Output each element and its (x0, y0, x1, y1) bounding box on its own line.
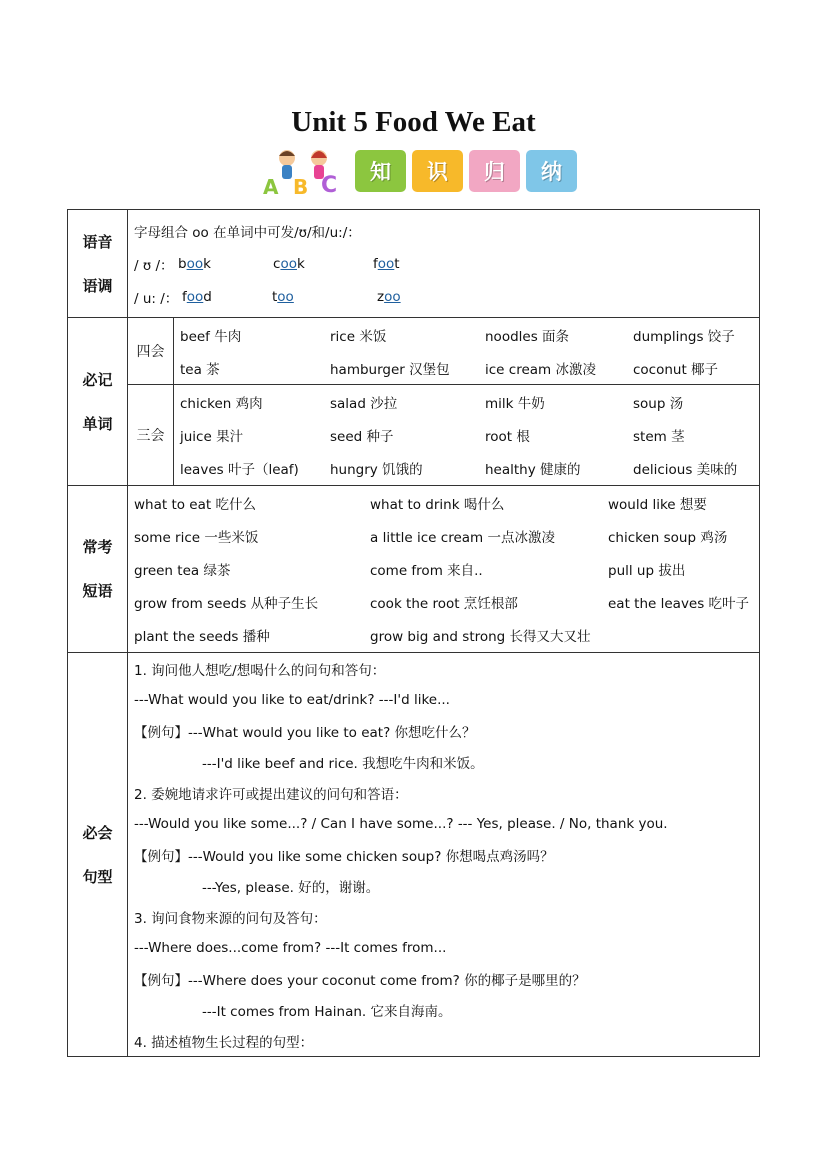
word-zoo: zoo (377, 288, 401, 305)
vocab-item: milk 牛奶 (485, 396, 545, 412)
word-too: too (272, 288, 294, 305)
phrase-row (134, 520, 753, 553)
word-foot: foot (373, 255, 400, 272)
phrase-item: green tea 绿茶 (134, 563, 231, 579)
sentence-pattern: ---Would you like some...? / Can I have some...? --- Yes, please. / No, thank you. (134, 815, 668, 832)
three-skill-words (174, 385, 760, 486)
four-skill-label: 四会 (128, 318, 174, 385)
phonetics-content (128, 210, 760, 318)
phrase-item: what to eat 吃什么 (134, 497, 256, 513)
sentence-example: 【例句】---Would you like some chicken soup? 你想喝点鸡汤吗？ (134, 848, 554, 865)
phrase-item: what to drink 喝什么 (370, 497, 505, 513)
four-skill-words (174, 318, 760, 385)
vocab-item: juice 果汁 (180, 429, 244, 445)
sentence-example-answer: ---It comes from Hainan. 它来自海南。 (202, 1003, 452, 1020)
three-skill-label: 三会 (128, 385, 174, 486)
phonetics-intro: 字母组合 oo 在单词中可发/ʊ/和/u:/： (134, 224, 361, 241)
vocab-item: noodles 面条 (485, 328, 570, 345)
phonetics-short-row (134, 247, 753, 280)
word-cook: cook (273, 255, 305, 272)
knowledge-summary-banner (257, 146, 587, 196)
sentence-example-answer: ---I'd like beef and rice. 我想吃牛肉和米饭。 (202, 755, 484, 772)
phrases-content (128, 486, 760, 653)
sentence-pattern: ---Where does...come from? ---It comes from... (134, 939, 447, 956)
phrase-item: grow from seeds 从种子生长 (134, 596, 319, 612)
vocab-item: leaves 叶子（leaf) (180, 462, 299, 478)
vocab-row (180, 351, 753, 384)
sentences-content (128, 653, 760, 1057)
phrase-item: plant the seeds 播种 (134, 629, 270, 645)
phrase-row (134, 487, 753, 520)
phrase-row (134, 619, 753, 652)
sentence-heading: 4. 描述植物生长过程的句型： (134, 1034, 314, 1051)
vocab-row (180, 419, 753, 452)
vocab-item: chicken 鸡肉 (180, 396, 263, 412)
vocab-row (180, 386, 753, 419)
vocab-item: hungry 饥饿的 (330, 462, 423, 478)
vocab-item: ice cream 冰激凌 (485, 361, 596, 378)
phonetics-label: 语音 语调 (68, 210, 128, 318)
phrases-label: 常考 短语 (68, 486, 128, 653)
sentence-pattern: ---What would you like to eat/drink? ---I'd like... (134, 691, 450, 708)
sentences-label: 必会 句型 (68, 653, 128, 1057)
phrase-item: grow big and strong 长得又大又壮 (370, 629, 591, 645)
vocab-item: healthy 健康的 (485, 462, 581, 478)
phrase-item: chicken soup 鸡汤 (608, 530, 728, 546)
phrase-item: come from 来自.. (370, 563, 483, 579)
phonetics-long-row (134, 280, 753, 313)
sentence-example: 【例句】---What would you like to eat? 你想吃什么？ (134, 724, 476, 741)
vocab-item: soup 汤 (633, 396, 684, 412)
phrase-item: pull up 拔出 (608, 563, 686, 579)
vocab-item: beef 牛肉 (180, 328, 242, 345)
vocab-item: delicious 美味的 (633, 462, 738, 478)
vocab-item: stem 茎 (633, 429, 685, 445)
word-book: book (178, 255, 211, 272)
phrase-item: would like 想要 (608, 497, 707, 513)
vocab-item: salad 沙拉 (330, 396, 398, 412)
phrase-row (134, 553, 753, 586)
vocab-label: 必记 单词 (68, 318, 128, 486)
svg-text:B: B (293, 175, 309, 196)
vocab-item: coconut 椰子 (633, 361, 719, 378)
word-food: food (182, 288, 212, 305)
banner-tile-1: 知 (355, 150, 406, 192)
kids-abc-logo (257, 146, 357, 196)
banner-tile-4: 纳 (526, 150, 577, 192)
svg-text:A: A (263, 175, 279, 196)
vocab-row (180, 318, 753, 351)
sentence-heading: 3. 询问食物来源的问句及答句： (134, 910, 327, 927)
vocab-item: rice 米饭 (330, 328, 387, 345)
sentence-heading: 1. 询问他人想吃/想喝什么的问句和答句： (134, 662, 386, 679)
phonetic-symbol-short: / ʊ /： (134, 257, 174, 274)
phrase-item: some rice 一些米饭 (134, 530, 259, 546)
phrase-item: a little ice cream 一点冰激凌 (370, 530, 555, 546)
banner-tiles (355, 150, 577, 192)
vocab-item: hamburger 汉堡包 (330, 361, 450, 378)
phrase-item: eat the leaves 吃叶子 (608, 596, 750, 612)
vocab-row (180, 452, 753, 485)
page-title: Unit 5 Food We Eat (291, 106, 536, 138)
sentence-example-answer: ---Yes, please. 好的，谢谢。 (202, 879, 380, 896)
phrase-row (134, 586, 753, 619)
svg-text:C: C (321, 173, 338, 196)
sentence-example: 【例句】---Where does your coconut come from? 你的椰子是哪里的？ (134, 972, 586, 989)
vocab-item: tea 茶 (180, 361, 220, 378)
knowledge-table (67, 209, 760, 1057)
phonetic-symbol-long: / u: /： (134, 290, 179, 307)
banner-tile-3: 归 (469, 150, 520, 192)
vocab-item: root 根 (485, 429, 530, 445)
banner-tile-2: 识 (412, 150, 463, 192)
sentence-heading: 2. 委婉地请求许可或提出建议的问句和答语： (134, 786, 408, 803)
vocab-item: dumplings 饺子 (633, 328, 735, 345)
phrase-item: cook the root 烹饪根部 (370, 596, 518, 612)
vocab-item: seed 种子 (330, 429, 394, 445)
